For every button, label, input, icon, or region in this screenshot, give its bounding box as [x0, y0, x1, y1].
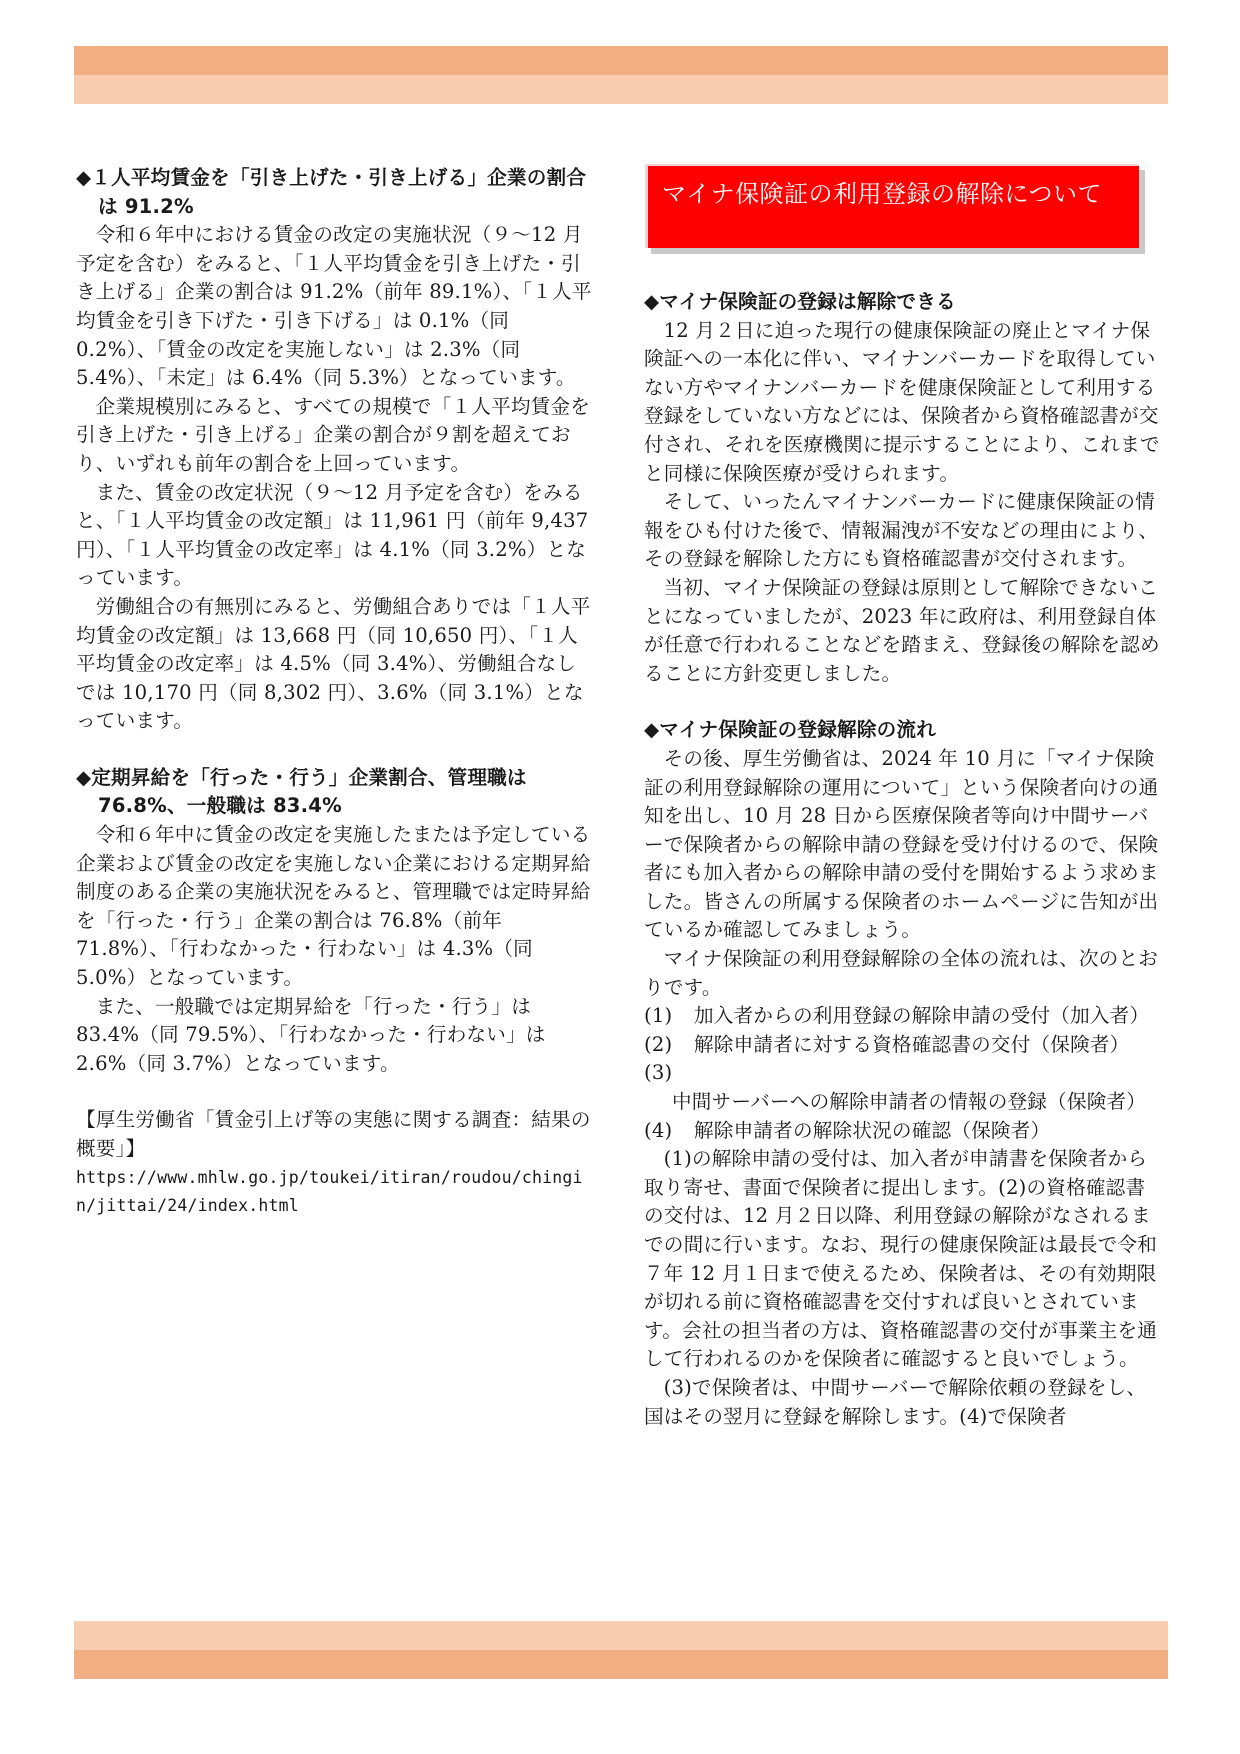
left-column [76, 164, 595, 1220]
source-url[interactable]: https://www.mhlw.go.jp/toukei/itiran/roudou/chingin/jittai/24/index.html [76, 1167, 583, 1215]
wage-increase-paragraph-3: また、賃金の改定状況（９～12 月予定を含む）をみると、「１人平均賃金の改定額」は 11,961 円（前年 9,437 円）、「１人平均賃金の改定率」は 4.1%（同 3.2%）となっています。 [76, 480, 589, 590]
flow-paragraph-2: マイナ保険証の利用登録解除の全体の流れは、次のとおりです。 [644, 947, 1159, 999]
source-title: 【厚生労働省「賃金引上げ等の実態に関する調査：結果の概要」】 [76, 1108, 591, 1160]
wage-increase-heading: ◆１人平均賃金を「引き上げた・引き上げる」企業の割合は 91.2% [76, 166, 587, 218]
deregistration-paragraph-1: 12 月２日に迫った現行の健康保険証の廃止とマイナ保険証への一本化に伴い、マイナンバーカードを取得していない方やマイナンバーカードを健康保険証として利用する登録をしていない方などには、保険者から資格確認書が交付され、それを医療機関に提示することにより、これまでと同様に保険医療が受けられます。 [644, 318, 1160, 485]
step-number: (3) [644, 1061, 673, 1085]
step-number: (2) [644, 1032, 673, 1056]
flow-steps-list [644, 1002, 1164, 1145]
footer-band-dark [74, 1650, 1168, 1679]
right-column [644, 288, 1164, 1431]
flow-paragraph-3: (1)の解除申請の受付は、加入者が申請書を保険者から取り寄せ、書面で保険者に提出します。(2)の資格確認書の交付は、12 月２日以降、利用登録の解除がなされるまでの間に行います。なお、現行の健康保険証は最長で令和７年 12 月１日まで使えるため、保険者は、その有効期限が切れる前に資格確認書を交付すれば良いとされています。会社の担当者の方は、資格確認書の交付が事業主を通して行われるのかを保険者に確認すると良いでしょう。 [644, 1147, 1158, 1371]
footer-band-light [74, 1621, 1168, 1650]
flow-step [644, 1117, 1164, 1146]
step-text: 中間サーバーへの解除申請者の情報の登録（保険者） [672, 1090, 1147, 1114]
periodic-raise-paragraph-2: また、一般職では定期昇給を「行った・行う」は 83.4%（同 79.5%）、「行わなかった・行わない」は 2.6%（同 3.7%）となっています。 [76, 994, 546, 1075]
wage-increase-paragraph-1: 令和６年中における賃金の改定の実施状況（９～12 月予定を含む）をみると、「１人平均賃金を引き上げた・引き上げる」企業の割合は 91.2%（前年 89.1%）、「１人平均賃金を引き下げた・引き下げる」は 0.1%（同 0.2%）、「賃金の改定を実施しない」は 2.3%（同 5.4%）、「未定」は 6.4%（同 5.3%）となっています。 [76, 223, 592, 390]
flow-step [644, 1002, 1164, 1031]
flow-step [644, 1059, 1164, 1116]
deregistration-paragraph-2: そして、いったんマイナンバーカードに健康保険証の情報をひも付けた後で、情報漏洩が不安などの理由により、その登録を解除した方にも資格確認書が交付されます。 [644, 490, 1159, 571]
step-text: 解除申請者の解除状況の確認（保険者） [694, 1118, 1051, 1142]
deregistration-possible-heading: ◆マイナ保険証の登録は解除できる [644, 290, 956, 313]
step-text: 解除申請者に対する資格確認書の交付（保険者） [694, 1032, 1130, 1056]
article-title: マイナ保険証の利用登録の解除について [662, 180, 1103, 208]
wage-increase-paragraph-2: 企業規模別にみると、すべての規模で「１人平均賃金を引き上げた・引き上げる」企業の割合が９割を超えており、いずれも前年の割合を上回っています。 [76, 394, 591, 475]
header-band-dark [74, 46, 1168, 75]
deregistration-flow-heading: ◆マイナ保険証の登録解除の流れ [644, 718, 936, 742]
header-band-light [74, 75, 1168, 104]
flow-paragraph-4: (3)で保険者は、中間サーバーで解除依頼の登録をし、国はその翌月に登録を解除します。(4)で保険者 [644, 1375, 1147, 1428]
wage-increase-paragraph-4: 労働組合の有無別にみると、労働組合ありでは「１人平均賃金の改定額」は 13,668 円（同 10,650 円）、「１人平均賃金の改定率」は 4.5%（同 3.4%）、労働組合なしでは 10,170 円（同 8,302 円）、3.6%（同 3.1%）となっています。 [76, 594, 591, 733]
step-number: (1) [644, 1004, 673, 1028]
periodic-raise-heading: ◆定期昇給を「行った・行う」企業割合、管理職は 76.8%、一般職は 83.4% [76, 765, 527, 818]
flow-step [644, 1031, 1164, 1060]
step-text: 加入者からの利用登録の解除申請の受付（加入者） [694, 1004, 1150, 1028]
article-title-box [645, 164, 1139, 248]
flow-paragraph-1: その後、厚生労働省は、2024 年 10 月に「マイナ保険証の利用登録解除の運用について」という保険者向けの通知を出し、10 月 28 日から医療保険者等向け中間サーバーで保険者からの解除申請の登録を受け付けるので、保険者にも加入者からの解除申請の受付を開始するよう求めました。皆さんの所属する保険者のホームページに告知が出ているか確認してみましょう。 [644, 746, 1159, 942]
step-number: (4) [644, 1118, 673, 1142]
periodic-raise-paragraph-1: 令和６年中に賃金の改定を実施したまたは予定している企業および賃金の改定を実施しない企業における定期昇給制度のある企業の実施状況をみると、管理職では定時昇給を「行った・行う」企業の割合は 76.8%（前年 71.8%）、「行わなかった・行わない」は 4.3%（同 5.0%）となっています。 [76, 823, 591, 990]
deregistration-paragraph-3: 当初、マイナ保険証の登録は原則として解除できないことになっていましたが、2023 年に政府は、利用登録自体が任意で行われることなどを踏まえ、登録後の解除を認めることに方針変更しました。 [644, 575, 1160, 685]
